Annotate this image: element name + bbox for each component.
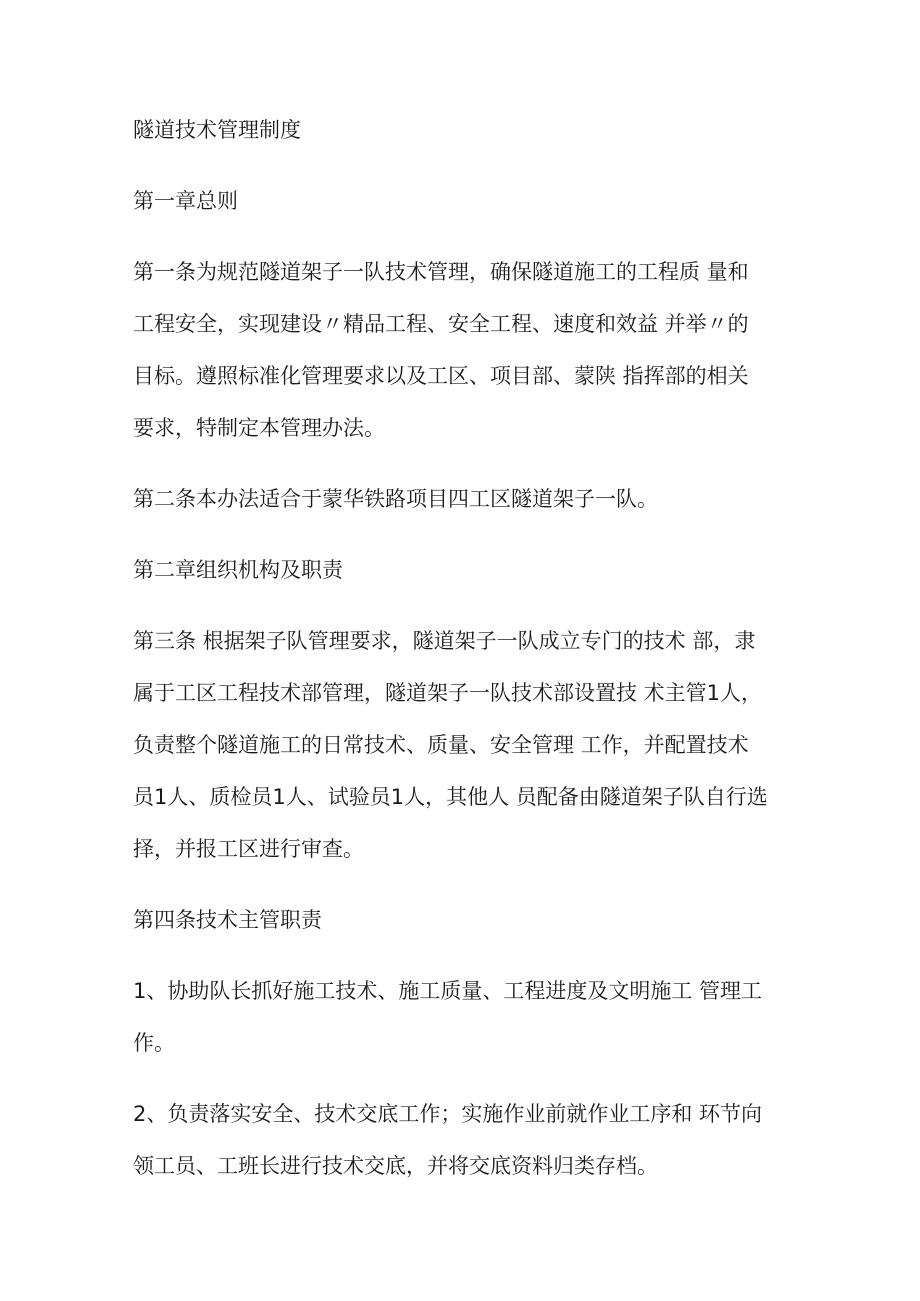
chapter-heading-1 xyxy=(133,175,793,227)
chapter-1-line: 第一章总则 xyxy=(133,189,238,213)
article-2 xyxy=(133,473,793,525)
article-1 xyxy=(133,246,793,454)
article-3-line-5: 择，并报工区进行审查。 xyxy=(133,837,364,861)
chapter-heading-2 xyxy=(133,544,793,596)
document-title xyxy=(133,104,793,156)
chapter-2-line: 第二章组织机构及职责 xyxy=(133,558,343,582)
article-4-line: 第四条技术主管职责 xyxy=(133,908,322,932)
article-1-line-3: 目标。遵照标准化管理要求以及工区、项目部、蒙陕 指挥部的相关 xyxy=(133,364,749,388)
article-3-line-3: 负责整个隧道施工的日常技术、质量、安全管理 工作，并配置技术 xyxy=(133,733,749,757)
document-body xyxy=(133,104,793,1211)
article-1-line-2: 工程安全，实现建设〃精品工程、安全工程、速度和效益 并举〃的 xyxy=(133,312,749,336)
title-line: 隧道技术管理制度 xyxy=(133,118,301,142)
article-3 xyxy=(133,615,793,875)
list-item xyxy=(133,965,793,1069)
item-1-line-1: 1、协助队长抓好施工技术、施工质量、工程进度及文明施工 管理工 xyxy=(133,979,763,1003)
article-1-line-1: 第一条为规范隧道架子一队技术管理，确保隧道施工的工程质 量和 xyxy=(133,260,749,284)
article-3-line-1: 第三条 根据架子队管理要求，隧道架子一队成立专门的技术 部，隶 xyxy=(133,629,756,653)
article-3-line-4: 员1人、质检员1人、试验员1人，其他人 员配备由隧道架子队自行选 xyxy=(133,785,768,809)
article-1-line-4: 要求，特制定本管理办法。 xyxy=(133,416,385,440)
item-2-line-2: 领工员、工班长进行技术交底，并将交底资料归类存档。 xyxy=(133,1154,658,1178)
article-4 xyxy=(133,894,793,946)
item-1-line-2: 作。 xyxy=(133,1031,175,1055)
item-2-line-1: 2、负责落实安全、技术交底工作；实施作业前就作业工序和 环节向 xyxy=(133,1102,763,1126)
article-3-line-2: 属于工区工程技术部管理，隧道架子一队技术部设置技 术主管1人， xyxy=(133,681,763,705)
article-2-line: 第二条本办法适合于蒙华铁路项目四工区隧道架子一队。 xyxy=(133,487,658,511)
list-item xyxy=(133,1088,793,1192)
